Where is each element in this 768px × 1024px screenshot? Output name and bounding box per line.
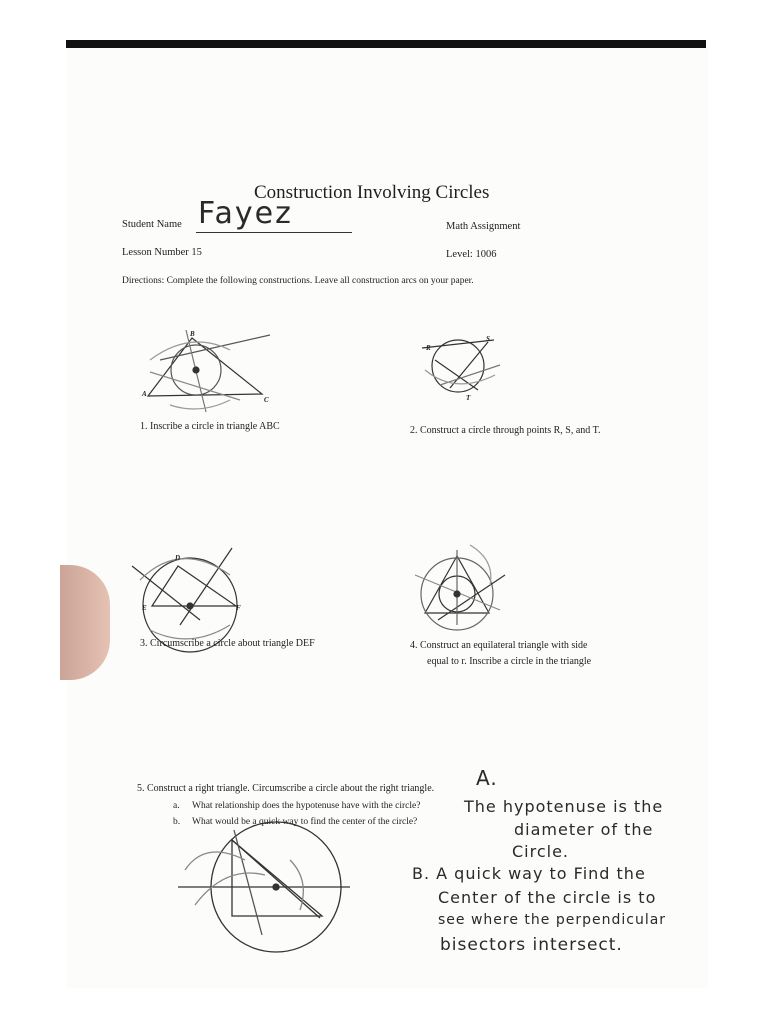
figure-1-triangle-abc [148, 330, 270, 412]
answer-a-line2: diameter of the [514, 820, 654, 839]
label-f: F [236, 604, 241, 612]
lesson-number: Lesson Number 15 [122, 247, 202, 258]
figure-5-right-triangle [178, 822, 350, 952]
label-t: T [466, 394, 471, 402]
answer-b-line2: Center of the circle is to [438, 888, 657, 907]
label-a: A [142, 390, 147, 398]
answer-b-line3: see where the perpendicular [438, 912, 667, 928]
problem-5b: What would be a quick way to find the center of the circle? [192, 817, 418, 827]
answer-b-line4: bisectors intersect. [440, 935, 623, 955]
student-name-label: Student Name [122, 219, 182, 230]
figure-3-triangle-def [132, 548, 237, 652]
directions-text: Directions: Complete the following constructions. Leave all construction arcs on your paper. [122, 276, 474, 286]
problem-3: 3. Circumscribe a circle about triangle DEF [140, 638, 315, 649]
answer-a-line3: Circle. [512, 842, 570, 861]
problem-5: 5. Construct a right triangle. Circumscribe a circle about the right triangle. [137, 783, 435, 794]
problem-4-line1: 4. Construct an equilateral triangle with side [410, 640, 588, 651]
page-title: Construction Involving Circles [254, 182, 490, 203]
label-d: D [175, 554, 181, 562]
problem-5a: What relationship does the hypotenuse have with the circle? [192, 801, 421, 811]
answer-a-line1: The hypotenuse is the [464, 797, 664, 816]
problem-5b-letter: b. [173, 817, 181, 827]
label-b: B [190, 330, 195, 338]
figure-2-circle-rst [422, 340, 500, 392]
figure-4-equilateral-triangle [415, 545, 505, 630]
label-c: C [264, 396, 269, 404]
problem-5a-letter: a. [173, 801, 180, 811]
label-e: E [142, 604, 147, 612]
label-r: R [426, 344, 431, 352]
answer-b-line1: B. A quick way to Find the [412, 864, 646, 883]
answer-a-label: A. [476, 766, 498, 790]
student-name-handwritten: Fayez [198, 196, 293, 231]
assignment-label: Math Assignment [446, 221, 521, 232]
level-label: Level: 1006 [446, 249, 497, 260]
problem-2: 2. Construct a circle through points R, S, and T. [410, 425, 601, 436]
problem-4-line2: equal to r. Inscribe a circle in the triangle [427, 656, 592, 667]
problem-1: 1. Inscribe a circle in triangle ABC [140, 421, 280, 432]
label-s: S [486, 335, 490, 343]
